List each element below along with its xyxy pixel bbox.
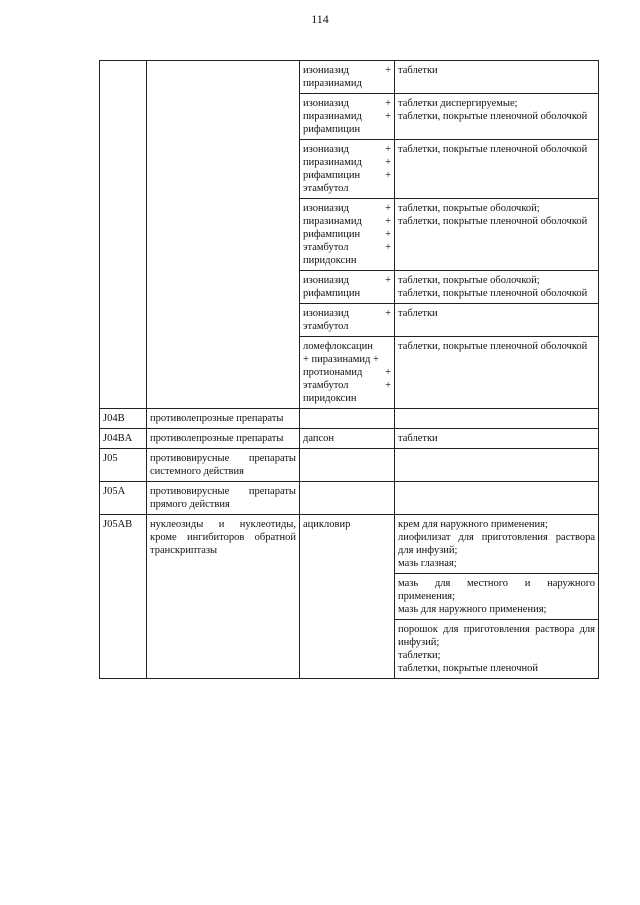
group-cell: противолепрозные препараты bbox=[147, 429, 300, 449]
code-cell: J04BA bbox=[100, 429, 147, 449]
drug-cell bbox=[300, 409, 395, 429]
drug-cell bbox=[300, 482, 395, 515]
drug-cell bbox=[300, 304, 395, 337]
code-cell: J05AB bbox=[100, 515, 147, 679]
drug-cell bbox=[300, 140, 395, 199]
form-line: таблетки, покрытые оболочкой; bbox=[398, 275, 540, 286]
code-cell: J05 bbox=[100, 449, 147, 482]
form-line: таблетки; bbox=[398, 650, 441, 661]
page-number: 114 bbox=[311, 12, 329, 26]
form-cell bbox=[395, 449, 599, 482]
form-line: таблетки, покрытые пленочной оболочкой bbox=[398, 288, 588, 299]
drug-line: рифампицин + bbox=[303, 170, 391, 181]
group-cell: противолепрозные препараты bbox=[147, 409, 300, 429]
drug-cell: дапсон bbox=[300, 429, 395, 449]
form-cell bbox=[395, 620, 599, 679]
drug-line: изониазид + bbox=[303, 144, 391, 155]
group-cell: противовирусные препараты прямого действия bbox=[147, 482, 300, 515]
form-cell bbox=[395, 515, 599, 574]
form-line: таблетки, покрытые пленочной оболочкой bbox=[398, 111, 588, 122]
form-line: мазь глазная; bbox=[398, 558, 457, 569]
table-row bbox=[100, 429, 599, 449]
form-cell: таблетки bbox=[395, 429, 599, 449]
drug-line: этамбутол bbox=[303, 321, 349, 332]
drug-line: изониазид + bbox=[303, 275, 391, 286]
form-cell bbox=[395, 140, 599, 199]
code-cell: J05A bbox=[100, 482, 147, 515]
form-line: крем для наружного применения; bbox=[398, 519, 548, 530]
drug-line: этамбутол + bbox=[303, 242, 391, 253]
drug-table bbox=[99, 60, 599, 679]
table-row bbox=[100, 482, 599, 515]
form-line: таблетки диспергируемые; bbox=[398, 98, 518, 109]
drug-line: пиразинамид + bbox=[303, 157, 391, 168]
group-cell: нуклеозиды и нуклеотиды, кроме ингибиторов обратной транскриптазы bbox=[147, 515, 300, 679]
form-line: мазь для местного и наружного применения; bbox=[398, 578, 595, 602]
form-line: таблетки bbox=[398, 308, 438, 319]
form-line: мазь для наружного применения; bbox=[398, 604, 547, 615]
form-line: таблетки, покрытые пленочной оболочкой bbox=[398, 341, 588, 352]
form-cell bbox=[395, 304, 599, 337]
form-line: таблетки bbox=[398, 65, 438, 76]
drug-cell bbox=[300, 337, 395, 409]
code-cell: J04B bbox=[100, 409, 147, 429]
drug-line: протионамид + bbox=[303, 367, 391, 378]
form-line: порошок для приготовления раствора для инфузий; bbox=[398, 624, 595, 648]
group-cell: противовирусные препараты системного действия bbox=[147, 449, 300, 482]
drug-cell bbox=[300, 199, 395, 271]
drug-line: этамбутол bbox=[303, 183, 349, 194]
form-line: таблетки, покрытые пленочной оболочкой bbox=[398, 144, 588, 155]
drug-cell bbox=[300, 61, 395, 94]
form-cell bbox=[395, 482, 599, 515]
drug-line: этамбутол + bbox=[303, 380, 391, 391]
code-cell bbox=[100, 61, 147, 409]
drug-line: пиридоксин bbox=[303, 393, 357, 404]
form-line: таблетки, покрытые пленочной bbox=[398, 663, 539, 674]
drug-line: изониазид + bbox=[303, 308, 391, 319]
table-row bbox=[100, 409, 599, 429]
drug-line: изониазид + bbox=[303, 203, 391, 214]
form-cell bbox=[395, 271, 599, 304]
form-line: таблетки, покрытые оболочкой; bbox=[398, 203, 540, 214]
form-line: таблетки, покрытые пленочной оболочкой bbox=[398, 216, 588, 227]
table-row bbox=[100, 61, 599, 94]
drug-cell bbox=[300, 449, 395, 482]
group-cell bbox=[147, 61, 300, 409]
drug-line: пиридоксин bbox=[303, 255, 357, 266]
drug-line: пиразинамид + bbox=[303, 216, 391, 227]
drug-line: рифампицин + bbox=[303, 229, 391, 240]
drug-cell: ацикловир bbox=[300, 515, 395, 679]
table-row bbox=[100, 515, 599, 574]
table-row bbox=[100, 449, 599, 482]
form-cell bbox=[395, 61, 599, 94]
drug-cell bbox=[300, 94, 395, 140]
drug-line: изониазид + bbox=[303, 98, 391, 109]
form-cell bbox=[395, 199, 599, 271]
drug-line: пиразинамид + bbox=[303, 111, 391, 122]
drug-line: пиразинамид bbox=[303, 78, 362, 89]
form-cell bbox=[395, 574, 599, 620]
drug-line: рифампицин bbox=[303, 288, 361, 299]
form-cell bbox=[395, 409, 599, 429]
drug-cell bbox=[300, 271, 395, 304]
form-cell bbox=[395, 337, 599, 409]
form-cell bbox=[395, 94, 599, 140]
drug-line: рифампицин bbox=[303, 124, 361, 135]
form-line: лиофилизат для приготовления раствора для инфузий; bbox=[398, 532, 595, 556]
drug-line: ломефлоксацин bbox=[303, 341, 373, 352]
drug-line: + пиразинамид + bbox=[303, 354, 379, 365]
drug-line: изониазид + bbox=[303, 65, 391, 76]
